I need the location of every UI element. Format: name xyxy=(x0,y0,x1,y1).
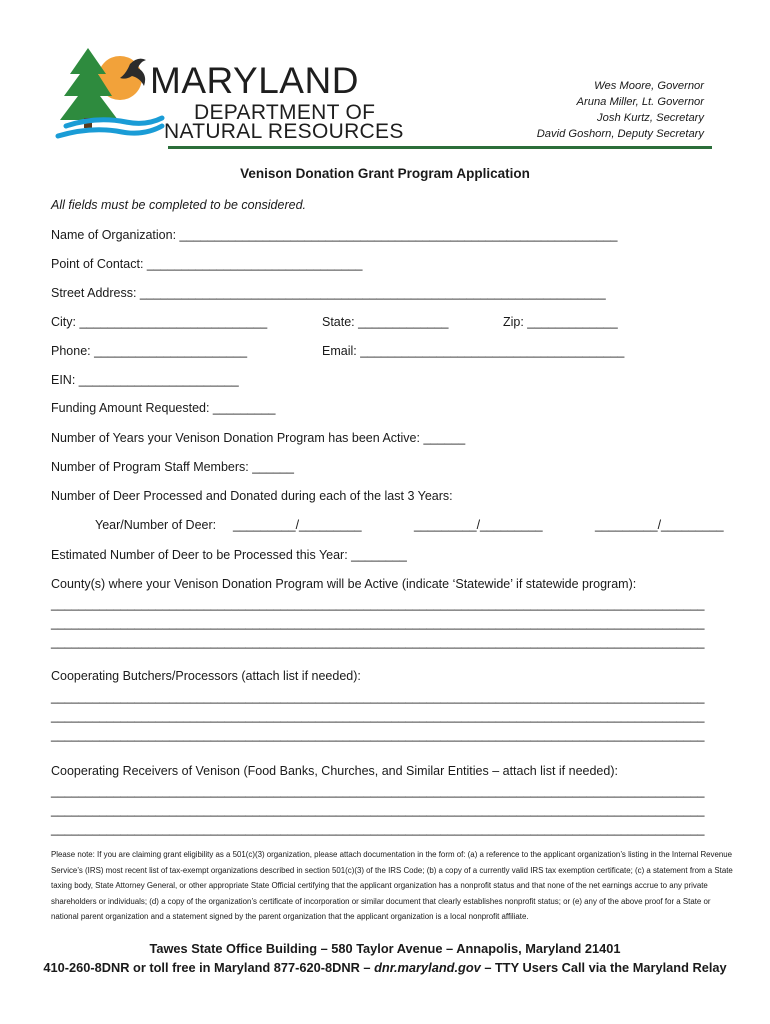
counties-line-3[interactable]: ______________________________________________________________________________________________ xyxy=(51,635,705,649)
official-lt-governor: Aruna Miller, Lt. Governor xyxy=(576,96,704,108)
phone-field[interactable]: Phone: ______________________ xyxy=(51,344,248,358)
year-1-field[interactable]: _________/_________ xyxy=(233,518,362,532)
butchers-line-3[interactable]: ______________________________________________________________________________________________ xyxy=(51,728,705,742)
footer-contact xyxy=(0,960,770,975)
org-name-department: DEPARTMENT OF xyxy=(194,101,376,124)
org-name-natural-resources: NATURAL RESOURCES xyxy=(164,120,404,143)
butchers-line-1[interactable]: ______________________________________________________________________________________________ xyxy=(51,690,705,704)
dnr-logo xyxy=(48,44,166,144)
instructions: All fields must be completed to be considered. xyxy=(51,198,306,212)
officials-list xyxy=(537,78,704,142)
butchers-label: Cooperating Butchers/Processors (attach list if needed): xyxy=(51,669,361,683)
ein-field[interactable]: EIN: _______________________ xyxy=(51,373,239,387)
city-field[interactable]: City: ___________________________ xyxy=(51,315,268,329)
footer-tty: – TTY Users Call via the Maryland Relay xyxy=(480,960,727,975)
official-governor: Wes Moore, Governor xyxy=(594,80,704,92)
header-rule xyxy=(168,146,712,149)
form-title: Venison Donation Grant Program Application xyxy=(240,166,530,181)
year-number-label: Year/Number of Deer: xyxy=(95,518,217,532)
state-field[interactable]: State: _____________ xyxy=(322,315,449,329)
street-address-field[interactable]: Street Address: ___________________________________________________________________ xyxy=(51,286,606,300)
official-secretary: Josh Kurtz, Secretary xyxy=(597,112,704,124)
footer-phone: 410-260-8DNR or toll free in Maryland 877-620-8DNR – xyxy=(43,960,375,975)
years-active-field[interactable]: Number of Years your Venison Donation Program has been Active: ______ xyxy=(51,431,466,445)
counties-line-1[interactable]: ______________________________________________________________________________________________ xyxy=(51,597,705,611)
year-3-field[interactable]: _________/_________ xyxy=(595,518,724,532)
butchers-line-2[interactable]: ______________________________________________________________________________________________ xyxy=(51,709,705,723)
receivers-line-1[interactable]: ______________________________________________________________________________________________ xyxy=(51,784,705,798)
staff-members-field[interactable]: Number of Program Staff Members: ______ xyxy=(51,460,294,474)
counties-label: County(s) where your Venison Donation Program will be Active (indicate ‘Statewide’ if statewide program): xyxy=(51,577,637,591)
footer-address: Tawes State Office Building – 580 Taylor Avenue – Annapolis, Maryland 21401 xyxy=(149,941,621,956)
counties-line-2[interactable]: ______________________________________________________________________________________________ xyxy=(51,616,705,630)
email-field[interactable]: Email: ______________________________________ xyxy=(322,344,625,358)
receivers-line-3[interactable]: ______________________________________________________________________________________________ xyxy=(51,822,705,836)
year-2-field[interactable]: _________/_________ xyxy=(414,518,543,532)
org-name-field[interactable]: Name of Organization: _______________________________________________________________ xyxy=(51,228,618,242)
receivers-label: Cooperating Receivers of Venison (Food Banks, Churches, and Similar Entities – attach list if needed): xyxy=(51,764,618,778)
deer-processed-label: Number of Deer Processed and Donated during each of the last 3 Years: xyxy=(51,489,453,503)
official-deputy-secretary: David Goshorn, Deputy Secretary xyxy=(536,128,704,140)
eligibility-note: Please note: If you are claiming grant eligibility as a 501(c)(3) organization, please attach documentation in the form of: (a) a reference to the applicant organization’s listing in the Internal Revenue Service’s (IRS) most recent list of tax-exempt organizations described in section 501(c)(3) of the IRS Code; (b) a copy of a currently valid IRS tax exemption certificate; (c) a statement from a State taxing body, State Attorney General, or other appropriate State Official certifying that the applicant organization has a nonprofit status and that none of the net earnings accrue to any private shareholders or individuals; (d) a copy of the organization’s certificate of incorporation or similar document that clearly establishes nonprofit status; or (e) any of the above proof for a State or national parent organization and a statement signed by the parent organization that the applicant organization is a local nonprofit affiliate. xyxy=(51,850,733,922)
footer-website-link[interactable]: dnr.maryland.gov xyxy=(374,960,481,975)
point-of-contact-field[interactable]: Point of Contact: _______________________________ xyxy=(51,257,363,271)
water-waves xyxy=(58,118,162,136)
zip-field[interactable]: Zip: _____________ xyxy=(503,315,618,329)
estimated-deer-field[interactable]: Estimated Number of Deer to be Processed this Year: ________ xyxy=(51,548,407,562)
org-name-maryland: MARYLAND xyxy=(150,60,359,101)
receivers-line-2[interactable]: ______________________________________________________________________________________________ xyxy=(51,803,705,817)
funding-amount-field[interactable]: Funding Amount Requested: _________ xyxy=(51,401,276,415)
